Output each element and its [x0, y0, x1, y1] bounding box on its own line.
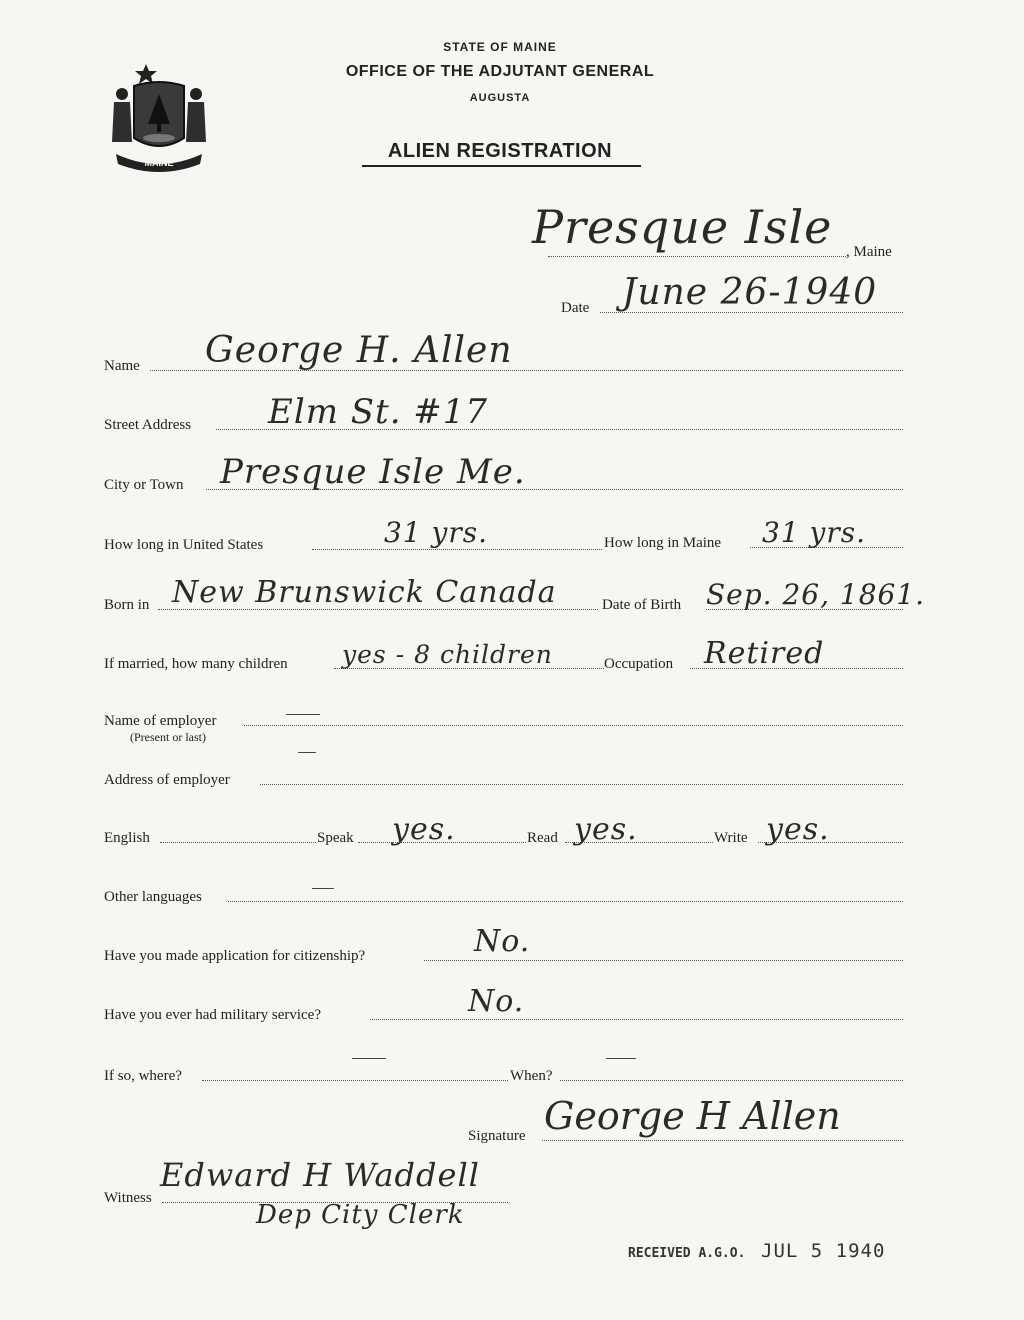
seal-label: MAINE — [144, 158, 174, 168]
name-value: George H. Allen — [205, 330, 513, 371]
other-languages-label: Other languages — [104, 889, 202, 905]
city-heading: AUGUSTA — [469, 92, 531, 104]
when-label: When? — [510, 1068, 553, 1084]
other-languages-line — [228, 901, 903, 902]
read-label: Read — [527, 830, 558, 846]
street-address-label: Street Address — [104, 417, 192, 433]
employer-name-sublabel: (Present or last) — [130, 730, 206, 744]
occupation-value: Retired — [704, 636, 825, 671]
signature-value: George H Allen — [544, 1094, 841, 1138]
english-label: English — [104, 830, 150, 846]
employer-name-label: Name of employer — [104, 713, 217, 729]
date-of-birth-label: Date of Birth — [602, 597, 682, 613]
if-so-where-line — [202, 1080, 508, 1081]
married-children-label: If married, how many children — [104, 656, 288, 672]
write-label: Write — [714, 830, 748, 846]
date-of-birth-value: Sep. 26, 1861. — [706, 578, 926, 611]
read-value: yes. — [574, 812, 638, 847]
signature-line — [542, 1140, 903, 1141]
place-value: Presque Isle — [532, 200, 833, 254]
employer-address-dash — [298, 752, 316, 753]
born-in-label: Born in — [104, 597, 150, 613]
witness-name-value: Edward H Waddell — [160, 1156, 480, 1194]
english-line — [160, 842, 316, 843]
city-label: City or Town — [104, 477, 184, 493]
date-label: Date — [561, 300, 590, 316]
form-title: ALIEN REGISTRATION — [387, 140, 613, 162]
maine-label: , Maine — [846, 244, 892, 260]
how-long-us-label: How long in United States — [104, 537, 264, 553]
name-label: Name — [104, 358, 140, 374]
speak-value: yes. — [392, 812, 456, 847]
when-line — [560, 1080, 903, 1081]
write-value: yes. — [766, 812, 830, 847]
witness-title-value: Dep City Clerk — [256, 1200, 465, 1230]
received-stamp-label: RECEIVED A.G.O. — [628, 1246, 746, 1261]
employer-address-label: Address of employer — [104, 772, 230, 788]
how-long-maine-value: 31 yrs. — [762, 516, 867, 549]
state-heading: STATE OF MAINE — [443, 40, 557, 54]
if-so-where-dash — [352, 1058, 386, 1059]
citizenship-value: No. — [474, 924, 531, 959]
signature-label: Signature — [468, 1128, 526, 1144]
born-in-value: New Brunswick Canada — [172, 575, 557, 610]
if-so-where-label: If so, where? — [104, 1068, 182, 1084]
employer-address-line — [260, 784, 903, 785]
date-value: June 26-1940 — [622, 272, 878, 313]
military-label: Have you ever had military service? — [104, 1007, 321, 1023]
employer-name-dash — [286, 714, 320, 715]
military-line — [370, 1019, 903, 1020]
when-dash — [606, 1058, 636, 1059]
how-long-maine-label: How long in Maine — [604, 535, 722, 551]
employer-name-line — [244, 725, 903, 726]
speak-label: Speak — [317, 830, 354, 846]
title-underline — [362, 165, 641, 167]
citizenship-label: Have you made application for citizenship? — [104, 948, 366, 964]
received-stamp-date: JUL 5 1940 — [761, 1240, 886, 1262]
maine-state-seal — [104, 58, 214, 176]
received-stamp — [628, 1240, 885, 1262]
other-languages-dash — [312, 888, 334, 889]
witness-label: Witness — [104, 1190, 152, 1206]
military-value: No. — [468, 984, 525, 1019]
occupation-label: Occupation — [604, 656, 674, 672]
how-long-us-line — [312, 549, 602, 550]
office-heading: OFFICE OF THE ADJUTANT GENERAL — [345, 63, 655, 80]
how-long-us-value: 31 yrs. — [384, 516, 489, 549]
street-address-value: Elm St. #17 — [268, 392, 489, 432]
city-value: Presque Isle Me. — [220, 452, 526, 492]
citizenship-line — [424, 960, 903, 961]
place-line — [548, 256, 846, 257]
married-children-value: yes - 8 children — [342, 640, 553, 669]
